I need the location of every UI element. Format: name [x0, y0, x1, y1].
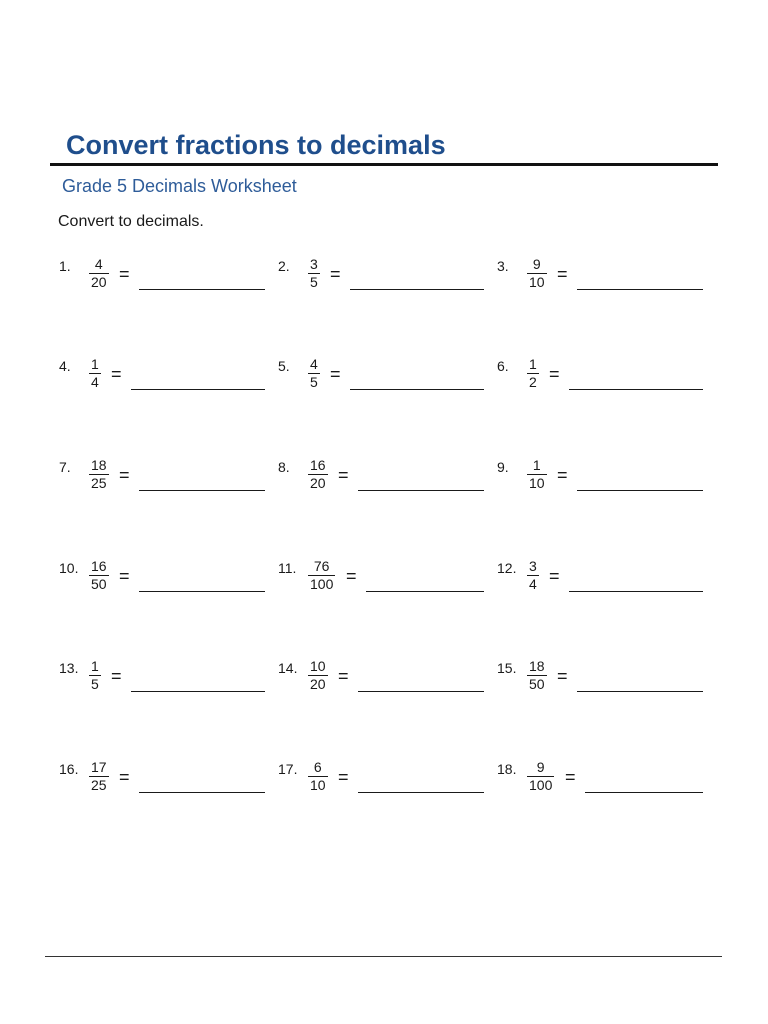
fraction [89, 457, 109, 492]
problem-item [278, 459, 498, 509]
fraction-numerator: 76 [313, 558, 330, 574]
answer-blank[interactable] [358, 792, 484, 793]
fraction [308, 256, 320, 291]
answer-blank[interactable] [577, 490, 703, 491]
problem-number: 17. [278, 761, 298, 777]
worksheet-title: Convert fractions to decimals [66, 130, 446, 160]
fraction [308, 457, 328, 492]
problem-item [59, 459, 279, 509]
problem-number: 3. [497, 258, 509, 274]
problem-item [278, 258, 498, 308]
answer-blank[interactable] [131, 389, 265, 390]
fraction-denominator: 5 [310, 374, 318, 390]
fraction-denominator: 50 [91, 576, 107, 592]
fraction-denominator: 10 [529, 475, 545, 491]
answer-blank[interactable] [577, 289, 703, 290]
fraction-denominator: 25 [91, 475, 107, 491]
fraction-numerator: 1 [532, 457, 541, 473]
fraction [89, 558, 109, 593]
problem-number: 4. [59, 358, 71, 374]
fraction-numerator: 9 [532, 256, 541, 272]
answer-blank[interactable] [131, 691, 265, 692]
problem-number: 16. [59, 761, 79, 777]
problem-number: 13. [59, 660, 79, 676]
fraction-denominator: 4 [529, 576, 537, 592]
problem-number: 6. [497, 358, 509, 374]
equals-sign: = [557, 264, 568, 284]
equals-sign: = [330, 264, 341, 284]
title-divider [50, 163, 718, 166]
answer-blank[interactable] [366, 591, 484, 592]
problem-item [278, 358, 498, 408]
problem-number: 15. [497, 660, 517, 676]
equals-sign: = [346, 566, 357, 586]
equals-sign: = [549, 566, 560, 586]
fraction-numerator: 1 [91, 356, 99, 372]
equals-sign: = [330, 364, 341, 384]
equals-sign: = [119, 465, 130, 485]
fraction-numerator: 6 [313, 759, 322, 775]
problem-item [278, 761, 498, 811]
fraction-numerator: 4 [94, 256, 103, 272]
answer-blank[interactable] [139, 289, 265, 290]
worksheet-subtitle: Grade 5 Decimals Worksheet [62, 176, 297, 196]
answer-blank[interactable] [358, 691, 484, 692]
problem-item [278, 560, 498, 610]
problem-item [497, 258, 717, 308]
fraction-denominator: 25 [91, 777, 107, 793]
equals-sign: = [338, 465, 349, 485]
fraction-denominator: 50 [529, 676, 545, 692]
fraction [527, 558, 539, 593]
problem-number: 7. [59, 459, 71, 475]
fraction [89, 759, 109, 794]
fraction [308, 356, 320, 391]
equals-sign: = [119, 566, 130, 586]
fraction-denominator: 100 [310, 576, 334, 592]
fraction [89, 356, 101, 391]
fraction-numerator: 9 [536, 759, 545, 775]
problem-item [278, 660, 498, 710]
fraction [308, 759, 328, 794]
problem-number: 14. [278, 660, 298, 676]
fraction-numerator: 16 [91, 558, 107, 574]
answer-blank[interactable] [569, 389, 703, 390]
fraction-numerator: 1 [91, 658, 99, 674]
fraction [308, 658, 328, 693]
equals-sign: = [119, 264, 130, 284]
problem-number: 18. [497, 761, 517, 777]
equals-sign: = [119, 767, 130, 787]
problem-number: 1. [59, 258, 71, 274]
problem-number: 9. [497, 459, 509, 475]
equals-sign: = [338, 767, 349, 787]
problem-number: 10. [59, 560, 79, 576]
problem-item [497, 761, 717, 811]
equals-sign: = [549, 364, 560, 384]
problem-number: 8. [278, 459, 290, 475]
fraction-numerator: 16 [310, 457, 326, 473]
fraction-denominator: 10 [529, 274, 545, 290]
answer-blank[interactable] [139, 591, 265, 592]
equals-sign: = [111, 666, 122, 686]
fraction [308, 558, 335, 593]
fraction [89, 658, 101, 693]
problem-item [59, 761, 279, 811]
fraction-numerator: 10 [310, 658, 326, 674]
problem-item [59, 358, 279, 408]
fraction-numerator: 3 [529, 558, 537, 574]
equals-sign: = [557, 465, 568, 485]
fraction-denominator: 20 [310, 475, 326, 491]
fraction-denominator: 20 [310, 676, 326, 692]
fraction [89, 256, 109, 291]
answer-blank[interactable] [577, 691, 703, 692]
answer-blank[interactable] [358, 490, 484, 491]
problem-item [497, 459, 717, 509]
fraction-numerator: 17 [91, 759, 107, 775]
equals-sign: = [111, 364, 122, 384]
answer-blank[interactable] [569, 591, 703, 592]
footer-divider [45, 956, 722, 957]
problem-number: 12. [497, 560, 517, 576]
answer-blank[interactable] [350, 389, 484, 390]
answer-blank[interactable] [585, 792, 703, 793]
problem-item [59, 560, 279, 610]
problem-number: 11. [278, 560, 297, 576]
answer-blank[interactable] [350, 289, 484, 290]
fraction-denominator: 5 [91, 676, 99, 692]
answer-blank[interactable] [139, 490, 265, 491]
fraction [527, 356, 539, 391]
problem-item [497, 358, 717, 408]
problem-item [497, 560, 717, 610]
problem-number: 2. [278, 258, 290, 274]
problem-number: 5. [278, 358, 290, 374]
fraction-numerator: 18 [91, 457, 107, 473]
problem-item [497, 660, 717, 710]
fraction-numerator: 3 [310, 256, 318, 272]
problem-item [59, 660, 279, 710]
fraction-denominator: 2 [529, 374, 537, 390]
fraction-denominator: 4 [91, 374, 99, 390]
answer-blank[interactable] [139, 792, 265, 793]
fraction [527, 457, 547, 492]
fraction-numerator: 18 [529, 658, 545, 674]
fraction [527, 658, 547, 693]
equals-sign: = [557, 666, 568, 686]
fraction-denominator: 20 [91, 274, 107, 290]
equals-sign: = [338, 666, 349, 686]
fraction [527, 759, 554, 794]
fraction-denominator: 10 [310, 777, 326, 793]
fraction-numerator: 1 [529, 356, 537, 372]
fraction-denominator: 100 [529, 777, 553, 793]
fraction-denominator: 5 [310, 274, 318, 290]
fraction-numerator: 4 [310, 356, 318, 372]
problem-item [59, 258, 279, 308]
instructions-text: Convert to decimals. [58, 213, 204, 230]
fraction [527, 256, 547, 291]
equals-sign: = [565, 767, 576, 787]
